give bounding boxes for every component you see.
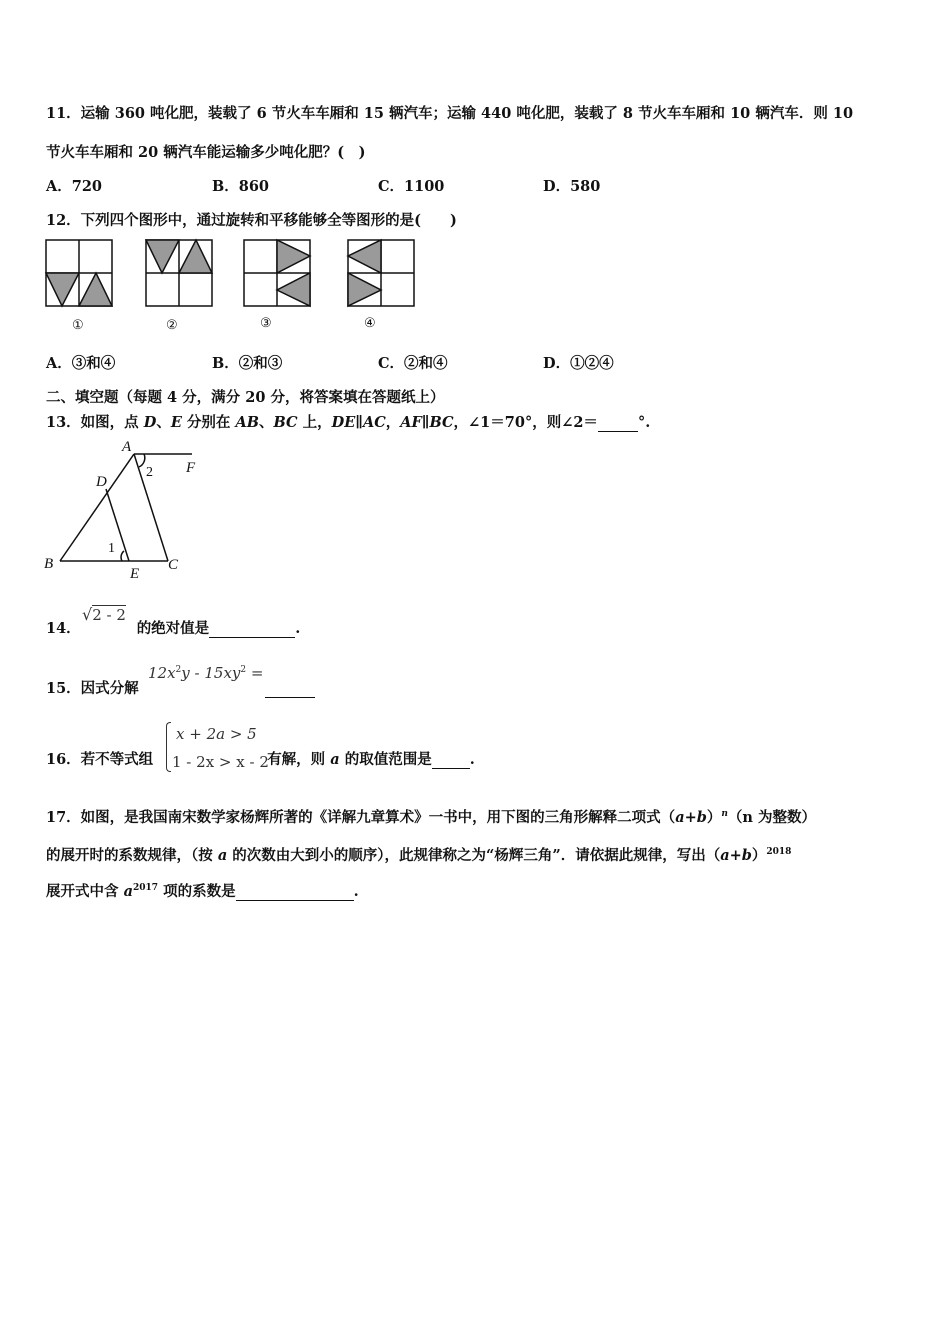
q16-line: 16．若不等式组 有解，则 a 的取值范围是 .	[46, 751, 475, 768]
q11-line2: 节火车车厢和 20 辆汽车能运输多少吨化肥？( )	[46, 144, 366, 161]
q15-line: 15．因式分解	[46, 677, 315, 698]
q12-label-2: ②	[166, 318, 178, 333]
q12-option-c: C．②和④	[378, 355, 448, 372]
q16-inequality-1: x + 2a > 5	[176, 725, 257, 743]
q13-label-e: E	[130, 566, 140, 582]
q12-figure-2	[146, 240, 212, 306]
q11-option-c: C．1100	[378, 178, 445, 195]
q12-figure-4	[348, 240, 414, 306]
q15-expression: $12x^2y - 15xy^2$ =	[148, 664, 264, 682]
q16-answer-blank	[432, 751, 470, 769]
q16-brace	[166, 722, 171, 772]
q15-answer-blank	[265, 680, 315, 698]
q11-option-d: D．580	[543, 178, 601, 195]
q13-answer-blank	[598, 414, 638, 432]
q14-line: 14． 的绝对值是 .	[46, 620, 301, 637]
q14-answer-blank	[209, 620, 295, 638]
q12-figure-1	[46, 240, 112, 306]
q13-stem: 13．如图，点 D、E 分别在 AB、BC 上，DE∥AC，AF∥BC，∠1＝70°，则∠2＝ °.	[46, 414, 651, 431]
q13-label-b: B	[44, 556, 54, 572]
q13-label-d: D	[96, 474, 107, 490]
q12-option-b: B．②和③	[212, 355, 283, 372]
q12-label-3: ③	[260, 316, 272, 331]
q17-answer-blank	[236, 883, 354, 901]
q13-label-a: A	[122, 439, 132, 455]
q17-line1: 17．如图，是我国南宋数学家杨辉所著的《详解九章算术》一书中，用下图的三角形解释二项式$(a+b)^n(n$ 为整数）	[46, 809, 817, 826]
q13-label-c: C	[168, 557, 179, 573]
q12-figures	[44, 238, 424, 313]
q13-angle-1: 1	[108, 541, 115, 556]
q13-label-f: F	[186, 460, 196, 476]
q12-label-1: ①	[72, 318, 84, 333]
q12-option-a: A．③和④	[46, 355, 116, 372]
section-2-heading: 二、填空题（每题 4 分，满分 20 分，将答案填在答题纸上）	[46, 389, 445, 406]
q17-line3: 展开式中含 $a^{2017}$ 项的系数是 .	[46, 883, 359, 900]
q14-expression: √2 - 2	[82, 605, 126, 624]
q13-figure	[40, 438, 210, 583]
q11-option-a: A．720	[46, 178, 103, 195]
q17-line2: 的展开时的系数规律，（按 a 的次数由大到小的顺序），此规律称之为“杨辉三角”．请依据此规律，写出$(a+b)^{2018}$	[46, 847, 792, 864]
q12-stem: 12．下列四个图形中，通过旋转和平移能够全等图形的是( )	[46, 212, 457, 229]
q12-option-d: D．①②④	[543, 355, 614, 372]
q16-system	[166, 720, 269, 776]
q12-label-4: ④	[364, 316, 376, 331]
q11-option-b: B．860	[212, 178, 270, 195]
q16-inequality-2: 1 - 2x > x - 2	[172, 753, 269, 771]
q12-figure-3	[244, 240, 310, 306]
q11-line1: 11．运输 360 吨化肥，装载了 6 节火车车厢和 15 辆汽车；运输 440 吨化肥，装载了 8 节火车车厢和 10 辆汽车．则 10	[46, 105, 854, 122]
q13-angle-2: 2	[146, 465, 153, 480]
